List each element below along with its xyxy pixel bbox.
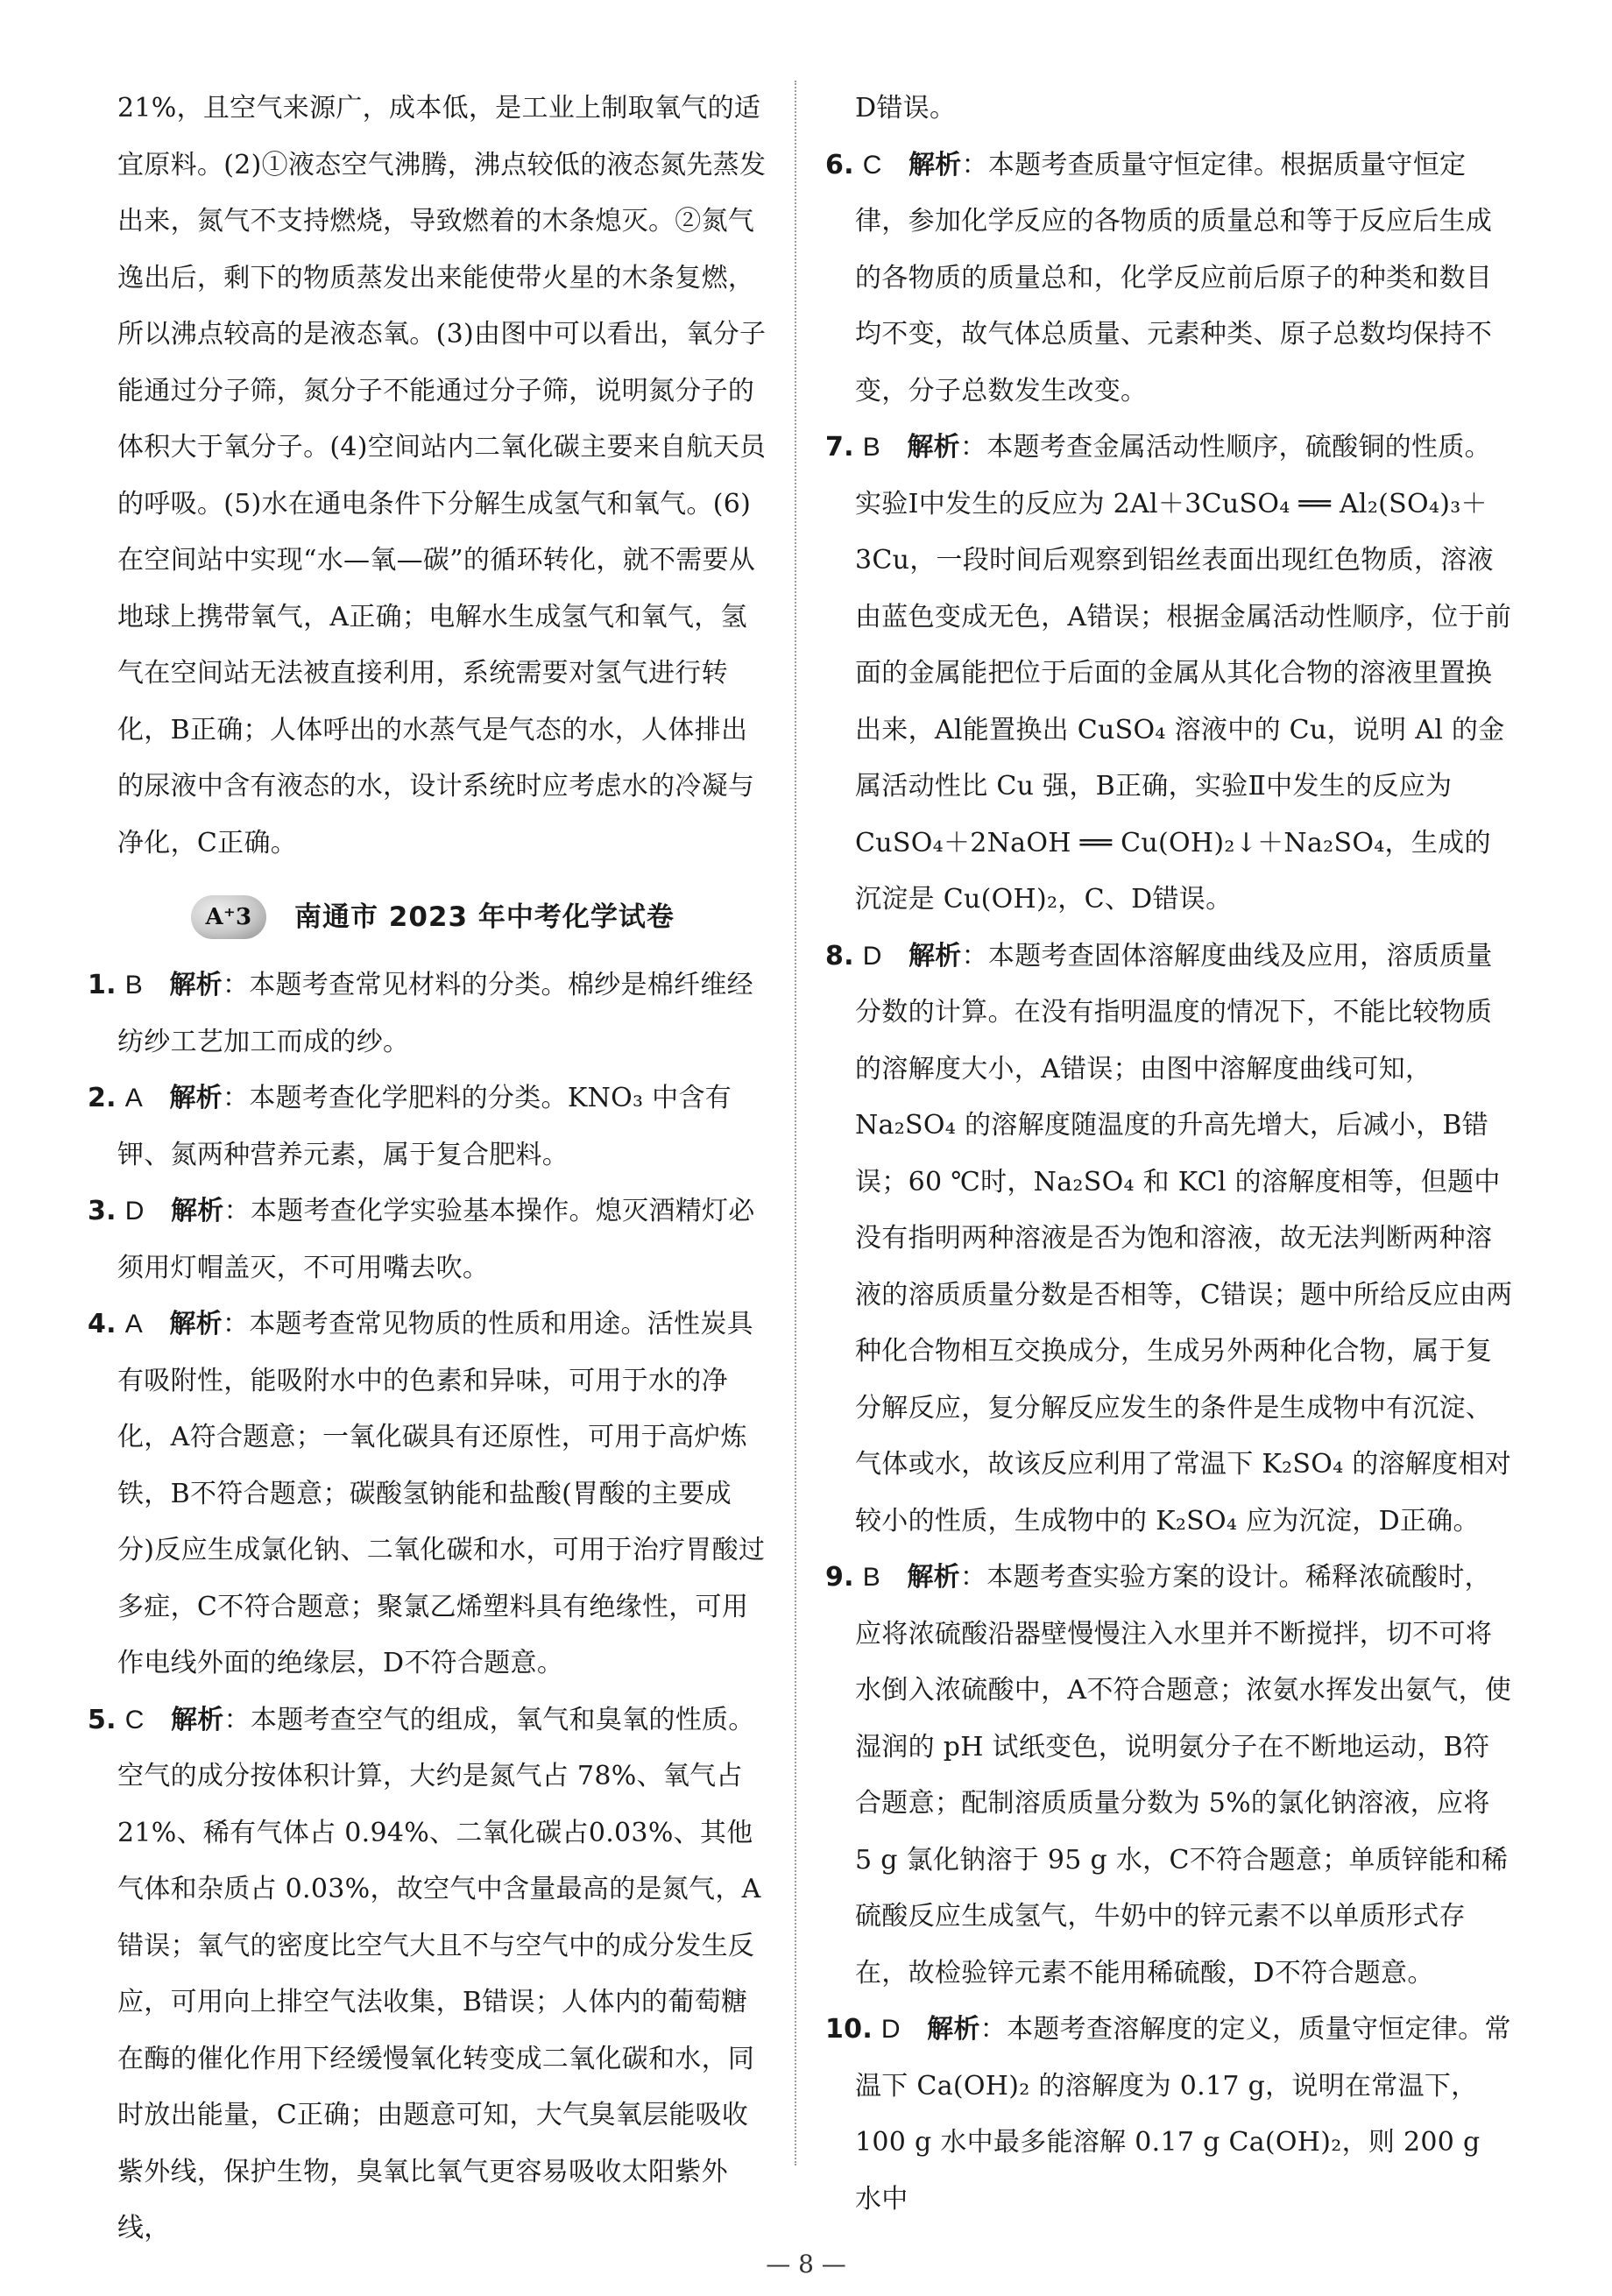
answer-item-10: 10. D 解析：本题考查溶解度的定义，质量守恒定律。常温下 Ca(OH)₂ 的溶解度为 0.17 g，说明在常温下，100 g 水中最多能溶解 0.17 g Ca(OH)₂，则 200 g 水中 — [825, 2014, 1511, 2215]
section-heading — [191, 882, 767, 952]
answer-item-8: 8. D 解析：本题考查固体溶解度曲线及应用，溶质质量分数的计算。在没有指明温度的情况下，不能比较物质的溶解度大小，A错误；由图中溶解度曲线可知，Na₂SO₄ 的溶解度随温度的升高先增大，后减小，B错误；60 ℃时，Na₂SO₄ 和 KCl 的溶解度相等，但题中没有指明两种溶液是否为饱和溶液，故无法判断两种溶液的溶质质量分数是否相等，C错误；题中所给反应由两种化合物相互交换成分，生成另外两种化合物，属于复分解反应，复分解反应发生的条件是生成物中有沉淀、气体或水，故该反应利用了常温下 K₂SO₄ 的溶解度相对较小的性质，生成物中的 K₂SO₄ 应为沉淀，D正确。 — [825, 940, 1513, 1537]
answer-item-3: 3. D 解析：本题考查化学实验基本操作。熄灭酒精灯必须用灯帽盖灭，不可用嘴去吹。 — [88, 1196, 755, 1283]
page-number: — 8 — — [766, 2250, 846, 2278]
intro-paragraph: 21%，且空气来源广，成本低，是工业上制取氧气的适宜原料。(2)①液态空气沸腾，沸点较低的液态氮先蒸发出来，氮气不支持燃烧，导致燃着的木条熄灭。②氮气逸出后，剩下的物质蒸发出来能使带火星的木条复燃，所以沸点较高的是液态氧。(3)由图中可以看出，氧分子能通过分子筛，氮分子不能通过分子筛，说明氮分子的体积大于氧分子。(4)空间站内二氧化碳主要来自航天员的呼吸。(5)水在通电条件下分解生成氢气和氧气。(6)在空间站中实现“水—氧—碳”的循环转化，就不需要从地球上携带氧气，A正确；电解水生成氢气和氧气，氢气在空间站无法被直接利用，系统需要对氢气进行转化，B正确；人体呼出的水蒸气是气态的水，人体排出的尿液中含有液态的水，设计系统时应考虑水的冷凝与净化，C正确。 — [117, 93, 767, 858]
column-divider — [795, 81, 796, 2165]
left-column — [88, 81, 767, 2257]
section-title: 南通市 2023 年中考化学试卷 — [294, 901, 675, 933]
section-badge-icon: A⁺3 — [191, 895, 266, 939]
answer-item-2: 2. A 解析：本题考查化学肥料的分类。KNO₃ 中含有钾、氮两种营养元素，属于复合肥料。 — [88, 1083, 732, 1170]
right-column — [825, 81, 1514, 2228]
answer-item-7: 7. B 解析：本题考查金属活动性顺序，硫酸铜的性质。实验Ⅰ中发生的反应为 2Al＋3CuSO₄ ══ Al₂(SO₄)₃＋3Cu，一段时间后观察到铝丝表面出现红色物质，溶液由蓝色变成无色，A错误；根据金属活动性顺序，位于前面的金属能把位于后面的金属从其化合物的溶液里置换出来，Al能置换出 CuSO₄ 溶液中的 Cu，说明 Al 的金属活动性比 Cu 强，B正确，实验Ⅱ中发生的反应为 CuSO₄＋2NaOH ══ Cu(OH)₂↓＋Na₂SO₄，生成的沉淀是 Cu(OH)₂，C、D错误。 — [825, 432, 1512, 915]
answer-item-5: 5. C 解析：本题考查空气的组成，氧气和臭氧的性质。空气的成分按体积计算，大约是氮气占 78%、氧气占 21%、稀有气体占 0.94%、二氧化碳占0.03%、其他气体和杂质占 0.03%，故空气中含量最高的是氮气，A错误；氧气的密度比空气大且不与空气中的成分发生反应，可用向上排空气法收集，B错误；人体内的葡萄糖在酶的催化作用下经缓慢氧化转变成二氧化碳和水，同时放出能量，C正确；由题意可知，大气臭氧层能吸收紫外线，保护生物，臭氧比氧气更容易吸收太阳紫外线， — [88, 1704, 761, 2243]
answer-item-9: 9. B 解析：本题考查实验方案的设计。稀释浓硫酸时，应将浓硫酸沿器壁慢慢注入水里并不断搅拌，切不可将水倒入浓硫酸中，A不符合题意；浓氨水挥发出氨气，使湿润的 pH 试纸变色，说明氨分子在不断地运动，B符合题意；配制溶质质量分数为 5%的氯化钠溶液，应将 5 g 氯化钠溶于 95 g 水，C不符合题意；单质锌能和稀硫酸反应生成氢气，牛奶中的锌元素不以单质形式存在，故检验锌元素不能用稀硫酸，D不符合题意。 — [825, 1562, 1512, 1989]
answer-item-5-continued: D错误。 — [855, 93, 957, 124]
answer-item-6: 6. C 解析：本题考查质量守恒定律。根据质量守恒定律，参加化学反应的各物质的质量总和等于反应后生成的各物质的质量总和，化学反应前后原子的种类和数目均不变，故气体总质量、元素种类、原子总数均保持不变，分子总数发生改变。 — [825, 149, 1493, 406]
answer-item-4: 4. A 解析：本题考查常见物质的性质和用途。活性炭具有吸附性，能吸附水中的色素和异味，可用于水的净化，A符合题意；一氧化碳具有还原性，可用于高炉炼铁，B不符合题意；碳酸氢钠能和盐酸(胃酸的主要成分)反应生成氯化钠、二氧化碳和水，可用于治疗胃酸过多症，C不符合题意；聚氯乙烯塑料具有绝缘性，可用作电线外面的绝缘层，D不符合题意。 — [88, 1309, 766, 1678]
answer-item-1: 1. B 解析：本题考查常见材料的分类。棉纱是棉纤维经纺纱工艺加工而成的纱。 — [88, 970, 753, 1057]
